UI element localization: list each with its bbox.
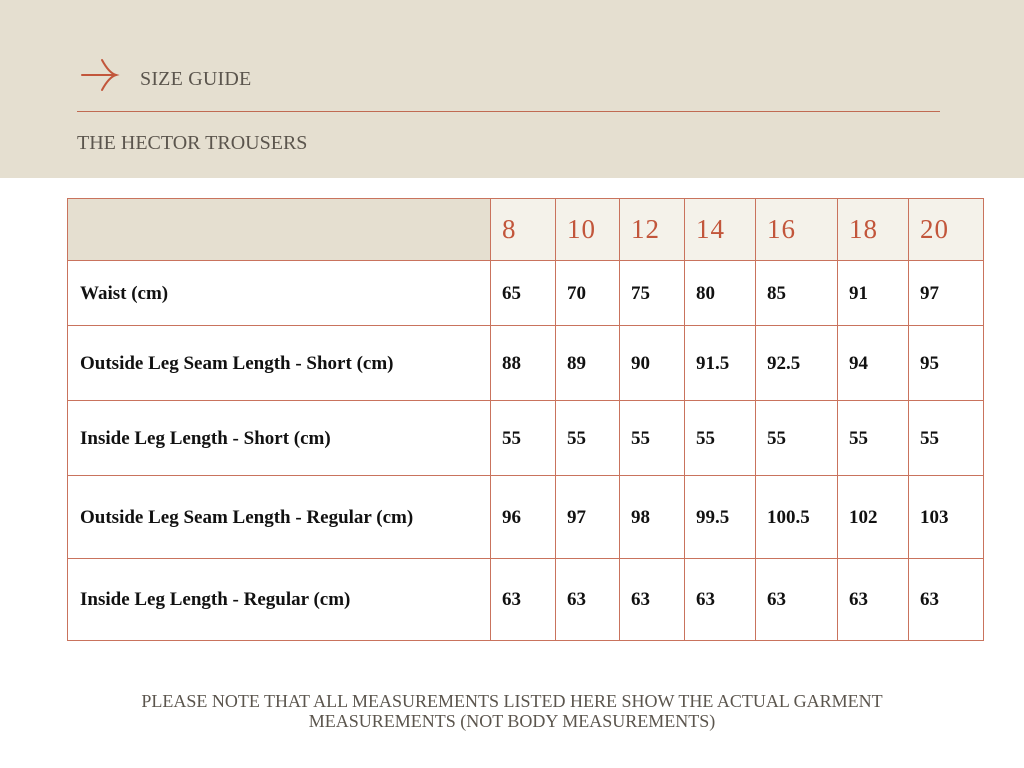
row-label: Outside Leg Seam Length - Regular (cm) — [68, 476, 491, 559]
table-row — [68, 401, 984, 476]
size-header-cell: 16 — [756, 199, 838, 261]
size-header-cell: 20 — [909, 199, 984, 261]
size-header-cell: 12 — [620, 199, 685, 261]
row-label: Outside Leg Seam Length - Short (cm) — [68, 326, 491, 401]
table-cell: 91.5 — [685, 326, 756, 401]
table-cell: 103 — [909, 476, 984, 559]
table-cell: 63 — [756, 559, 838, 641]
table-cell: 92.5 — [756, 326, 838, 401]
table-row — [68, 326, 984, 401]
table-cell: 70 — [556, 261, 620, 326]
table-cell: 63 — [556, 559, 620, 641]
table-cell: 88 — [491, 326, 556, 401]
table-cell: 63 — [620, 559, 685, 641]
table-cell: 63 — [491, 559, 556, 641]
table-cell: 85 — [756, 261, 838, 326]
table-row — [68, 261, 984, 326]
table-cell: 65 — [491, 261, 556, 326]
size-header-cell: 10 — [556, 199, 620, 261]
row-label: Inside Leg Length - Regular (cm) — [68, 559, 491, 641]
table-cell: 94 — [838, 326, 909, 401]
header-banner — [0, 0, 1024, 178]
size-header-cell: 14 — [685, 199, 756, 261]
table-cell: 97 — [556, 476, 620, 559]
table-cell: 63 — [838, 559, 909, 641]
product-title: THE HECTOR TROUSERS — [77, 132, 308, 154]
table-cell: 80 — [685, 261, 756, 326]
table-cell: 96 — [491, 476, 556, 559]
table-cell: 95 — [909, 326, 984, 401]
table-cell: 99.5 — [685, 476, 756, 559]
measurement-note: PLEASE NOTE THAT ALL MEASUREMENTS LISTED HERE SHOW THE ACTUAL GARMENT MEASUREMENTS (NOT BODY MEASUREMENTS) — [141, 691, 883, 731]
row-label: Waist (cm) — [68, 261, 491, 326]
table-cell: 97 — [909, 261, 984, 326]
size-header-row — [68, 199, 984, 261]
size-header-cell: 18 — [838, 199, 909, 261]
table-cell: 75 — [620, 261, 685, 326]
table-cell: 63 — [909, 559, 984, 641]
table-cell: 90 — [620, 326, 685, 401]
table-cell: 63 — [685, 559, 756, 641]
header-corner-cell — [68, 199, 491, 261]
table-cell: 55 — [756, 401, 838, 476]
table-cell: 55 — [838, 401, 909, 476]
table-cell: 91 — [838, 261, 909, 326]
table-cell: 55 — [620, 401, 685, 476]
table-cell: 55 — [556, 401, 620, 476]
header-divider — [77, 111, 940, 112]
row-label: Inside Leg Length - Short (cm) — [68, 401, 491, 476]
table-cell: 98 — [620, 476, 685, 559]
section-label: SIZE GUIDE — [140, 68, 252, 90]
table-row — [68, 476, 984, 559]
table-cell: 55 — [909, 401, 984, 476]
arrow-right-icon — [80, 57, 120, 93]
table-cell: 100.5 — [756, 476, 838, 559]
size-header-cell: 8 — [491, 199, 556, 261]
table-cell: 55 — [491, 401, 556, 476]
table-cell: 102 — [838, 476, 909, 559]
table-cell: 89 — [556, 326, 620, 401]
size-table — [67, 198, 984, 641]
table-cell: 55 — [685, 401, 756, 476]
table-row — [68, 559, 984, 641]
